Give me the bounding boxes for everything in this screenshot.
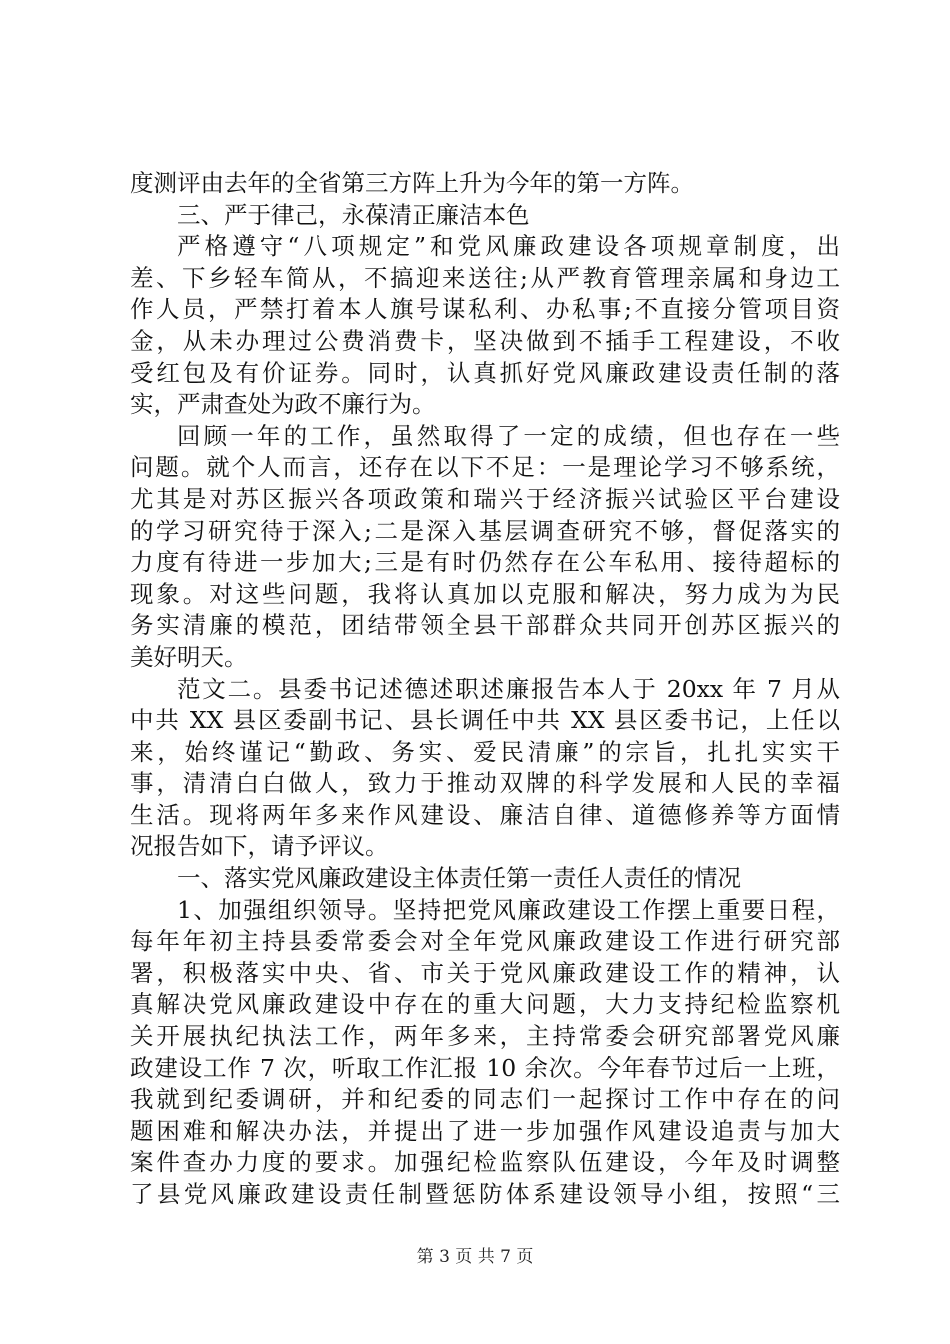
text-line: 三、严于律己，永葆清正廉洁本色 [177, 200, 530, 229]
text-line: 的学习研究待于深入;二是深入基层调查研究不够，督促落实的 [130, 516, 840, 545]
text-line: 事，清清白白做人，致力于推动双牌的科学发展和人民的幸福 [130, 769, 840, 798]
text-line: 现象。对这些问题，我将认真加以克服和解决，努力成为为民 [130, 579, 840, 608]
text-line: 差、下乡轻车简从，不搞迎来送往;从严教育管理亲属和身边工 [130, 263, 840, 292]
text-line: 问题。就个人而言，还存在以下不足：一是理论学习不够系统， [130, 453, 840, 482]
text-line: 回顾一年的工作，虽然取得了一定的成绩，但也存在一些 [177, 421, 840, 450]
text-line: 政建设工作 7 次，听取工作汇报 10 余次。今年春节过后一上班， [130, 1053, 840, 1082]
text-line: 金，从未办理过公费消费卡，坚决做到不插手工程建设，不收 [130, 326, 840, 355]
text-line: 务实清廉的模范，团结带领全县干部群众共同开创苏区振兴的 [130, 611, 840, 640]
text-line: 每年年初主持县委常委会对全年党风廉政建设工作进行研究部 [130, 927, 840, 956]
page-footer: 第 3 页 共 7 页 [416, 1247, 534, 1267]
text-line: 署，积极落实中央、省、市关于党风廉政建设工作的精神，认 [130, 958, 840, 987]
text-line: 作人员，严禁打着本人旗号谋私利、办私事;不直接分管项目资 [130, 295, 840, 324]
text-line: 力度有待进一步加大;三是有时仍然存在公车私用、接待超标的 [130, 548, 840, 577]
text-line: 况报告如下，请予评议。 [130, 832, 389, 861]
text-line: 生活。现将两年多来作风建设、廉洁自律、道德修养等方面情 [130, 800, 840, 829]
text-line: 一、落实党风廉政建设主体责任第一责任人责任的情况 [177, 864, 741, 893]
text-line: 来，始终谨记“勤政、务实、爱民清廉”的宗旨，扎扎实实干 [130, 737, 840, 766]
text-line: 范文二。县委书记述德述职述廉报告本人于 20xx 年 7 月从 [177, 674, 840, 703]
text-line: 中共 XX 县区委副书记、县长调任中共 XX 县区委书记，上任以 [130, 706, 840, 735]
document-body [130, 168, 840, 1211]
text-line: 尤其是对苏区振兴各项政策和瑞兴于经济振兴试验区平台建设 [130, 484, 840, 513]
text-line: 严格遵守“八项规定”和党风廉政建设各项规章制度，出 [177, 232, 840, 261]
text-line: 实，严肃查处为政不廉行为。 [130, 390, 436, 419]
text-line: 关开展执纪执法工作，两年多来，主持常委会研究部署党风廉 [130, 1022, 840, 1051]
text-line: 度测评由去年的全省第三方阵上升为今年的第一方阵。 [130, 169, 694, 197]
text-line: 了县党风廉政建设责任制暨惩防体系建设领导小组，按照“三 [130, 1180, 840, 1208]
text-line: 美好明天。 [130, 642, 248, 671]
text-line: 真解决党风廉政建设中存在的重大问题，大力支持纪检监察机 [130, 990, 840, 1019]
text-line: 1、加强组织领导。坚持把党风廉政建设工作摆上重要日程， [177, 895, 840, 924]
text-line: 我就到纪委调研，并和纪委的同志们一起探讨工作中存在的问 [130, 1085, 840, 1114]
text-line: 受红包及有价证券。同时，认真抓好党风廉政建设责任制的落 [130, 358, 840, 387]
text-line: 案件查办力度的要求。加强纪检监察队伍建设，今年及时调整 [130, 1148, 840, 1177]
text-line: 题困难和解决办法，并提出了进一步加强作风建设追责与加大 [130, 1116, 840, 1145]
